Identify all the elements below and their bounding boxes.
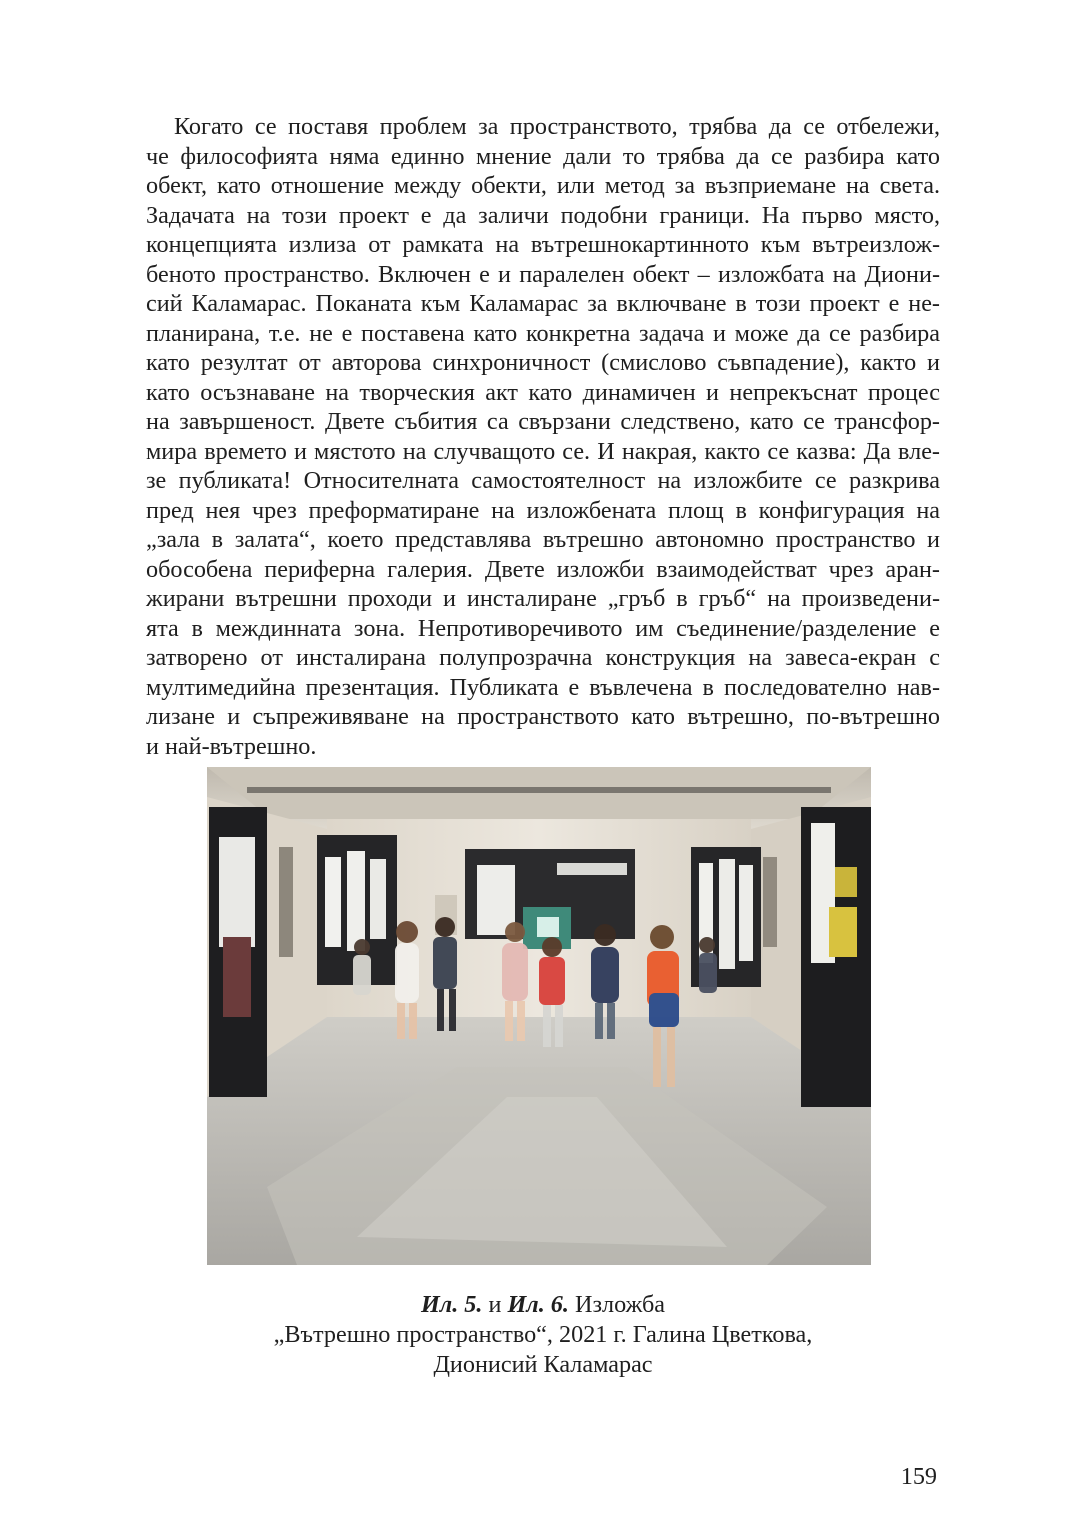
- text-line: мира времето и мястото на случващото се. И накрая, както се казва: Да вле-: [146, 437, 940, 465]
- text-line: планирана, т.е. не е поставена като конкретна задача и може да се разбира: [146, 319, 940, 347]
- text-line: концепцията излиза от рамката на вътрешнокартинното към вътреизлож-: [146, 231, 940, 258]
- text-line: жирани вътрешни проходи и инсталиране „гръб в гръб“ на произведени-: [146, 585, 940, 612]
- exhibition-photo: [207, 767, 871, 1265]
- text-line: като осъзнаване на творческия акт като динамичен и непрекъснат процес: [146, 378, 940, 406]
- caption-label-2: Ил. 6.: [507, 1291, 569, 1318]
- caption-line-2: „Вътрешно пространство“, 2021 г. Галина Цветкова,: [273, 1321, 813, 1348]
- caption-label-1: Ил. 5.: [420, 1291, 483, 1318]
- text-line: като резултат от авторова синхроничност (смислово съвпадение), както и: [146, 349, 940, 376]
- gallery-photo-illustration: [207, 767, 871, 1265]
- text-line: и най-вътрешно.: [146, 732, 317, 760]
- caption-line-1: [146, 1290, 940, 1320]
- text-line: обособена периферна галерия. Двете изложби взаимодействат чрез аран-: [146, 555, 940, 583]
- text-line: „зала в залата“, което представлява вътрешно автономно пространство и: [146, 526, 940, 553]
- text-line: лизане и съпреживяване на пространството като вътрешно, по-вътрешно: [146, 703, 940, 730]
- text-line: на завършеност. Двете събития са свързани следствено, като се трансфор-: [146, 408, 940, 435]
- text-line: затворено от инсталирана полупрозрачна конструкция на завеса-екран с: [146, 644, 940, 671]
- body-paragraph: [146, 112, 940, 761]
- caption-line-1-rest: Изложба: [568, 1291, 666, 1318]
- text-line: беното пространство. Включен е и паралелен обект – изложбата на Диони-: [146, 260, 940, 288]
- page-number: 159: [900, 1463, 937, 1490]
- text-line: зе публиката! Относителната самостоятелност на изложбите се разкрива: [146, 467, 940, 494]
- caption-line-3: Дионисий Каламарас: [433, 1351, 653, 1378]
- text-line: че философията няма единно мнение дали то трябва да се разбира като: [146, 142, 940, 170]
- text-line: пред нея чрез преформатиране на изложбената площ в конфигурация на: [146, 496, 940, 524]
- text-line: мултимедийна презентация. Публиката е въвлечена в последователно нав-: [146, 673, 940, 701]
- text-line: обект, като отношение между обекти, или метод за възприемане на света.: [146, 172, 940, 199]
- text-line: Задачата на този проект е да заличи подобни граници. На първо място,: [146, 201, 940, 229]
- text-line: ята в междинната зона. Непротиворечивото им съединение/разделение е: [146, 614, 940, 642]
- text-line: Когато се поставя проблем за пространството, трябва да се отбележи,: [174, 113, 940, 140]
- caption-connector: и: [482, 1291, 508, 1318]
- text-line: сий Каламарас. Поканата към Каламарас за включване в този проект е не-: [146, 290, 940, 317]
- figure-caption: [146, 1290, 940, 1380]
